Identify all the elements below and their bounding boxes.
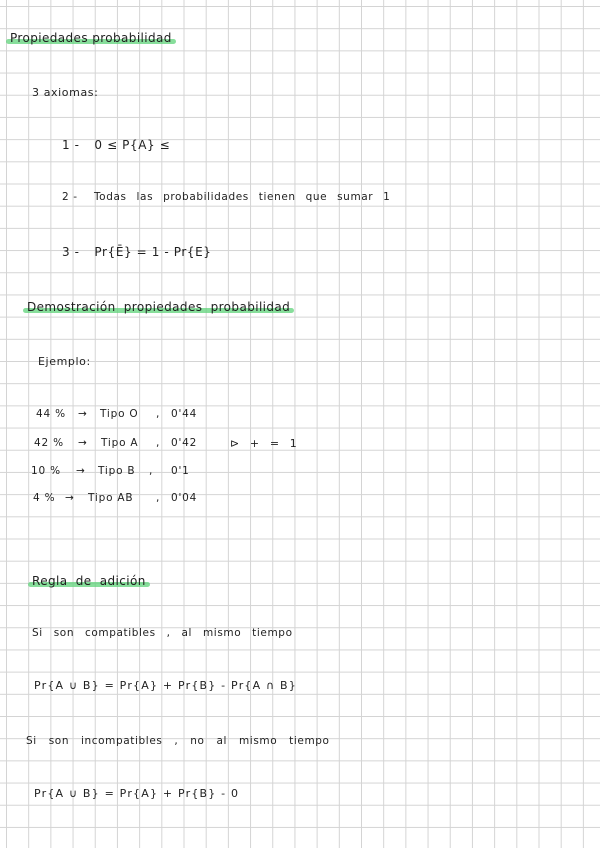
axioms-intro: 3 axiomas:	[32, 86, 99, 99]
incompatible-text: Si son incompatibles , no al mismo tiempo	[26, 735, 330, 747]
separator: ,	[156, 408, 161, 420]
probability-value: 0'04	[171, 492, 198, 504]
page-title-text: Propiedades probabilidad	[10, 31, 172, 45]
probability-value: 0'44	[171, 408, 198, 420]
blood-type: Tipo A	[101, 437, 139, 449]
section-title-adicion	[32, 574, 146, 588]
blood-type: Tipo B	[98, 465, 136, 477]
separator: ,	[149, 465, 154, 477]
sum-note: ⊳ + = 1	[230, 437, 298, 450]
percent-value: 42 %	[34, 437, 64, 449]
probability-value: 0'42	[171, 437, 198, 449]
axiom-item	[62, 191, 390, 203]
axiom-text: Pr{Ē} = 1 - Pr{E}	[94, 245, 212, 259]
arrow-icon: →	[76, 465, 86, 477]
arrow-icon: →	[65, 492, 75, 504]
blood-type: Tipo O	[100, 408, 139, 420]
axiom-item	[62, 138, 170, 152]
section-title-text: Demostración propiedades probabilidad	[27, 300, 291, 314]
separator: ,	[156, 492, 161, 504]
percent-value: 44 %	[36, 408, 66, 420]
page-title	[10, 31, 172, 45]
section-title-text: Regla de adición	[32, 574, 146, 588]
axiom-number: 1 -	[62, 138, 80, 152]
separator: ,	[156, 437, 161, 449]
axiom-item	[62, 245, 212, 259]
blood-type: Tipo AB	[88, 492, 134, 504]
arrow-icon: →	[78, 437, 88, 449]
probability-value: 0'1	[171, 465, 190, 477]
axiom-number: 3 -	[62, 245, 80, 259]
percent-value: 4 %	[33, 492, 56, 504]
incompatible-formula: Pr{A ∪ B} = Pr{A} + Pr{B} - 0	[34, 787, 240, 800]
example-label: Ejemplo:	[38, 355, 91, 368]
section-title-demostracion	[27, 300, 290, 314]
compatible-text: Si son compatibles , al mismo tiempo	[32, 627, 293, 639]
arrow-icon: →	[78, 408, 88, 420]
axiom-text: 0 ≤ P{A} ≤	[94, 138, 171, 152]
axiom-number: 2 -	[62, 191, 78, 203]
compatible-formula: Pr{A ∪ B} = Pr{A} + Pr{B} - Pr{A ∩ B}	[34, 679, 297, 692]
percent-value: 10 %	[31, 465, 61, 477]
axiom-text: Todas las probabilidades tienen que sumar 1	[93, 191, 391, 203]
